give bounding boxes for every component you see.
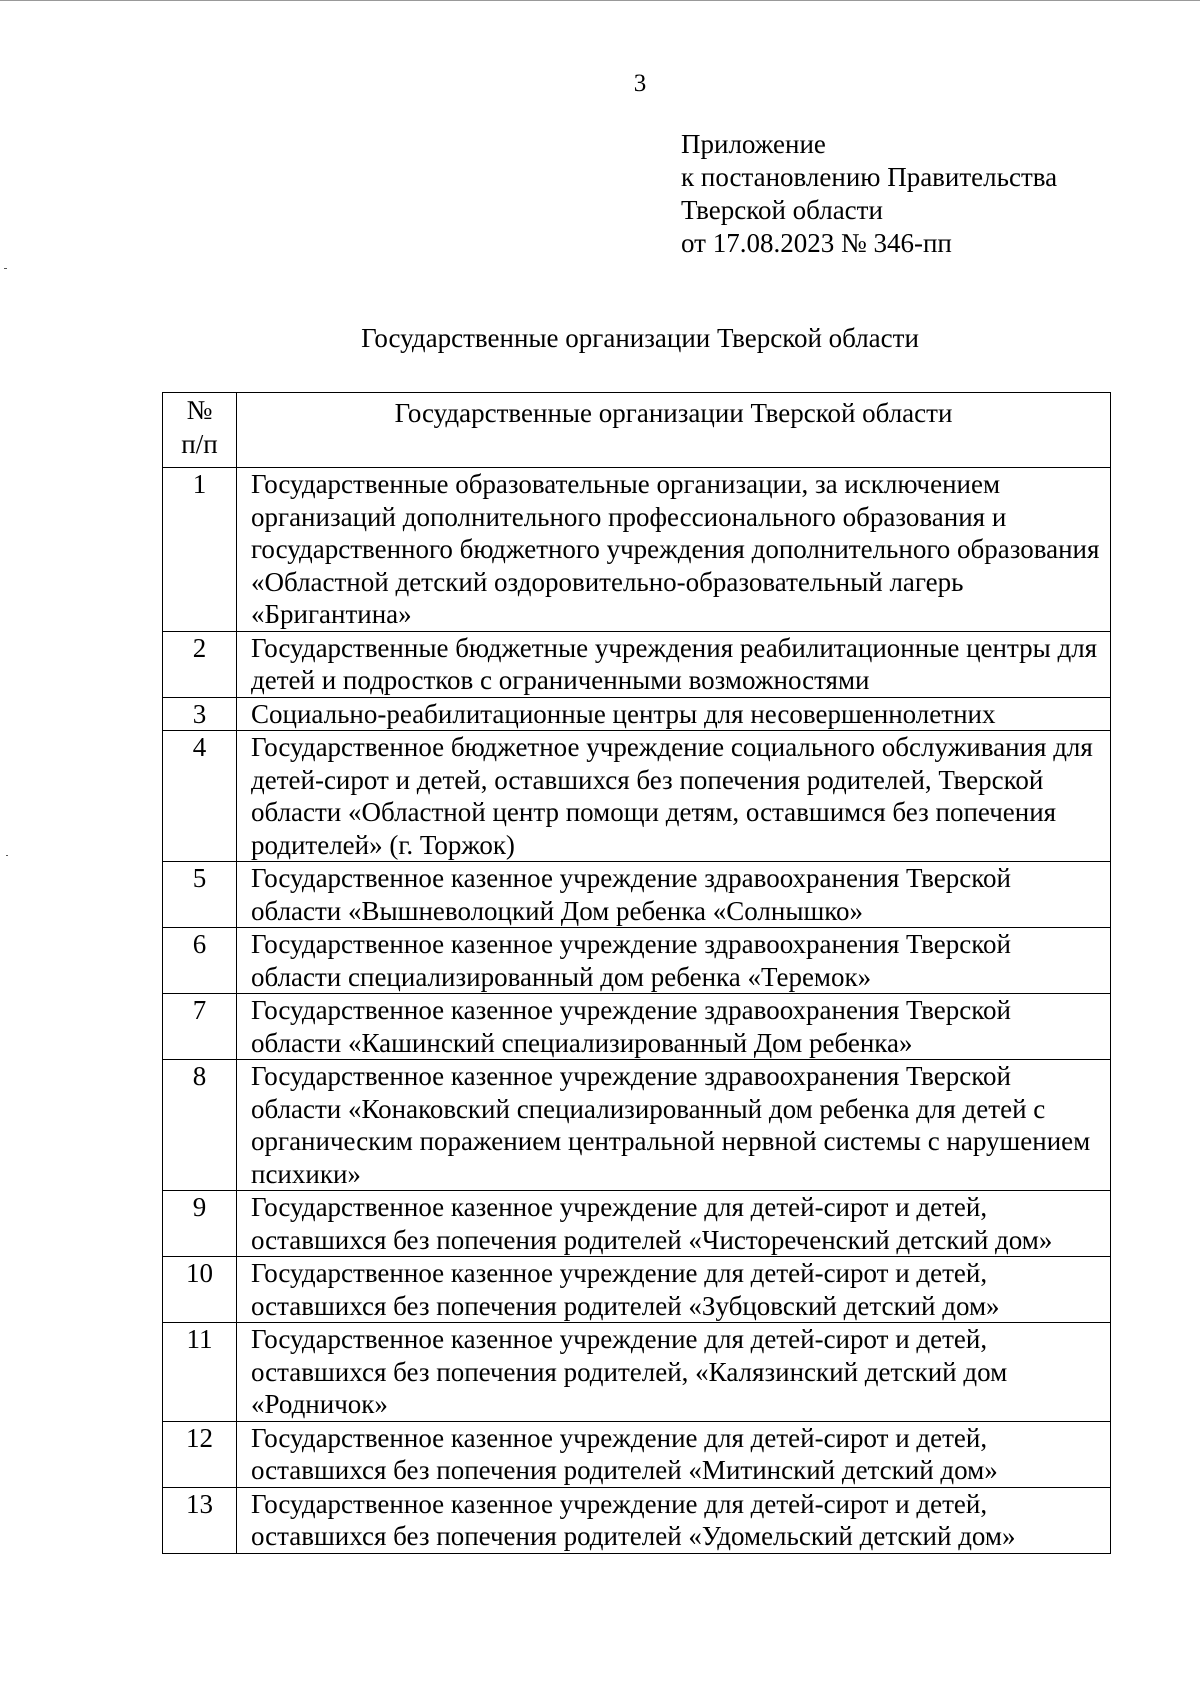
organization-name: Социально-реабилитационные центры для несовершеннолетних [237, 697, 1111, 731]
organization-name: Государственное бюджетное учреждение социального обслуживания для детей-сирот и детей, оставшихся без попечения родителей, Тверской области «Областной центр помощи детям, оставшимся без попечения родителей» (г. Торжок) [237, 731, 1111, 862]
row-number: 11 [163, 1323, 237, 1422]
organization-name: Государственное казенное учреждение для детей-сирот и детей, оставшихся без попечения родителей «Удомельский детский дом» [237, 1487, 1111, 1553]
row-number: 4 [163, 731, 237, 862]
table-row [163, 994, 1111, 1060]
table-row [163, 928, 1111, 994]
appendix-line: к постановлению Правительства [681, 162, 1058, 192]
organizations-table [162, 392, 1111, 1554]
appendix-line: от 17.08.2023 № 346-пп [681, 228, 952, 258]
table-row [163, 1323, 1111, 1422]
header-number-abbr: п/п [181, 429, 218, 459]
table-row [163, 862, 1111, 928]
organization-name: Государственное казенное учреждение для детей-сирот и детей, оставшихся без попечения родителей, «Калязинский детский дом «Родничок» [237, 1323, 1111, 1422]
organization-name: Государственное казенное учреждение здравоохранения Тверской области «Конаковский специализированный дом ребенка для детей с органическим поражением центральной нервной системы с нарушением психики» [237, 1060, 1111, 1191]
table-row [163, 1487, 1111, 1553]
table-row [163, 1421, 1111, 1487]
row-number: 5 [163, 862, 237, 928]
table-row [163, 1060, 1111, 1191]
organization-name: Государственные бюджетные учреждения реабилитационные центры для детей и подростков с ограниченными возможностями [237, 631, 1111, 697]
row-number: 13 [163, 1487, 237, 1553]
row-number: 8 [163, 1060, 237, 1191]
table-header-row [163, 393, 1111, 468]
appendix-block [681, 128, 1057, 260]
row-number: 12 [163, 1421, 237, 1487]
row-number: 9 [163, 1191, 237, 1257]
organization-name: Государственные образовательные организации, за исключением организаций дополнительного профессионального образования и государственного бюджетного учреждения дополнительного образования «Областной детский оздоровительно-образовательный лагерь «Бригантина» [237, 468, 1111, 632]
page-number: 3 [633, 70, 647, 97]
organization-name: Государственное казенное учреждение здравоохранения Тверской области «Вышневолоцкий Дом ребенка «Солнышко» [237, 862, 1111, 928]
header-number-symbol: № [186, 395, 213, 425]
organization-name: Государственное казенное учреждение для детей-сирот и детей, оставшихся без попечения родителей «Чистореченский детский дом» [237, 1191, 1111, 1257]
row-number: 7 [163, 994, 237, 1060]
table-row [163, 468, 1111, 632]
row-number: 6 [163, 928, 237, 994]
document-title: Государственные организации Тверской области [361, 323, 919, 353]
table-row [163, 1191, 1111, 1257]
organization-name: Государственное казенное учреждение для детей-сирот и детей, оставшихся без попечения родителей «Зубцовский детский дом» [237, 1257, 1111, 1323]
scan-mark [0, 0, 1200, 1]
header-number-cell [163, 393, 237, 468]
scan-mark [6, 855, 8, 856]
appendix-line: Приложение [681, 129, 826, 159]
appendix-line: Тверской области [681, 195, 883, 225]
row-number: 10 [163, 1257, 237, 1323]
organization-name: Государственное казенное учреждение здравоохранения Тверской области «Кашинский специализированный Дом ребенка» [237, 994, 1111, 1060]
row-number: 1 [163, 468, 237, 632]
table-row [163, 731, 1111, 862]
scan-mark [4, 268, 7, 269]
table-row [163, 1257, 1111, 1323]
row-number: 3 [163, 697, 237, 731]
row-number: 2 [163, 631, 237, 697]
table-row [163, 697, 1111, 731]
organization-name: Государственное казенное учреждение здравоохранения Тверской области специализированный дом ребенка «Теремок» [237, 928, 1111, 994]
organization-name: Государственное казенное учреждение для детей-сирот и детей, оставшихся без попечения родителей «Митинский детский дом» [237, 1421, 1111, 1487]
header-name-cell: Государственные организации Тверской области [237, 393, 1111, 468]
table-row [163, 631, 1111, 697]
